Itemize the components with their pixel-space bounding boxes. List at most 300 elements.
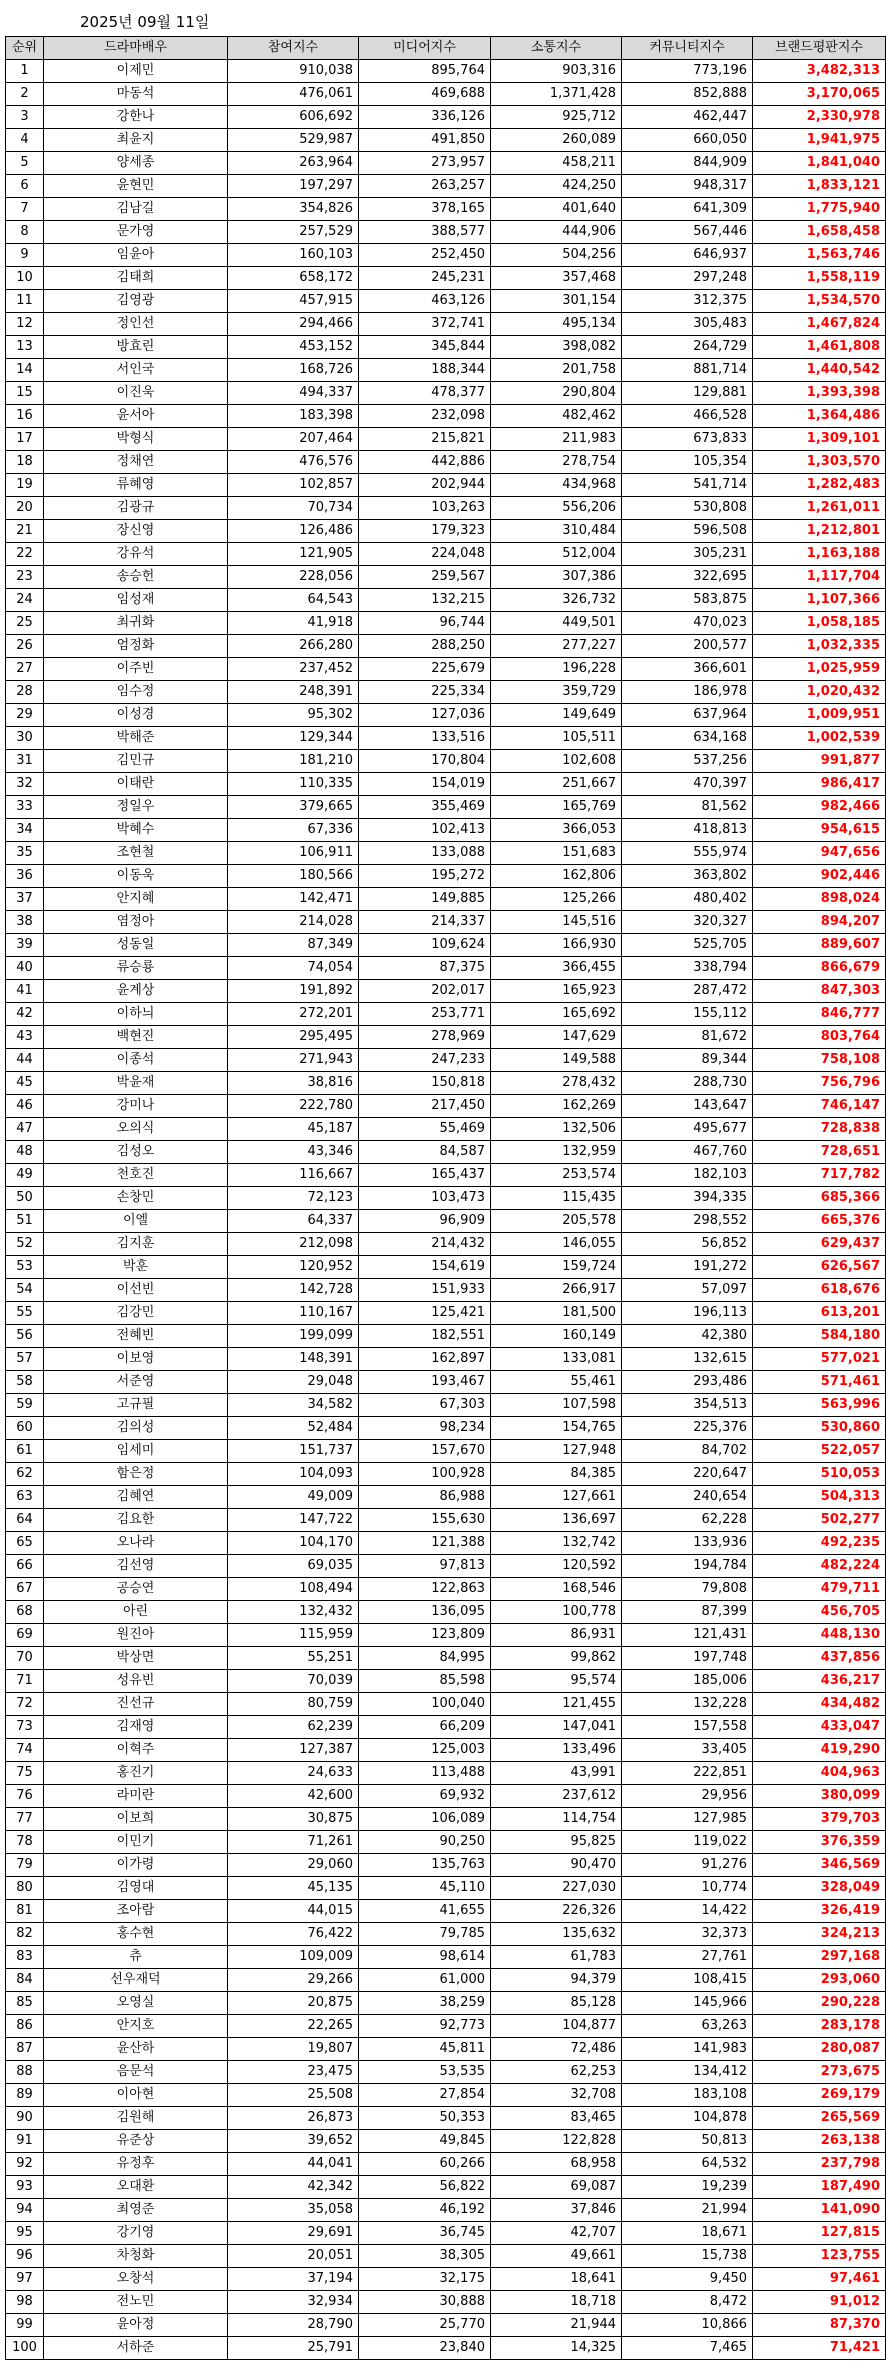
cell-rank: 67 — [6, 1578, 44, 1601]
cell-rank: 58 — [6, 1371, 44, 1394]
cell-media: 202,017 — [359, 980, 491, 1003]
cell-brand-index: 87,370 — [753, 2314, 886, 2337]
cell-actor: 윤현민 — [44, 175, 228, 198]
cell-brand-index: 1,058,185 — [753, 612, 886, 635]
cell-communication: 84,385 — [491, 1463, 622, 1486]
cell-actor: 이보희 — [44, 1808, 228, 1831]
cell-rank: 33 — [6, 796, 44, 819]
cell-actor: 류승룡 — [44, 957, 228, 980]
cell-community: 480,402 — [622, 888, 753, 911]
cell-brand-index: 1,107,366 — [753, 589, 886, 612]
cell-actor: 이혁주 — [44, 1739, 228, 1762]
cell-communication: 72,486 — [491, 2038, 622, 2061]
cell-actor: 박혜수 — [44, 819, 228, 842]
cell-participation: 207,464 — [228, 428, 359, 451]
cell-participation: 222,780 — [228, 1095, 359, 1118]
cell-participation: 26,873 — [228, 2107, 359, 2130]
cell-rank: 73 — [6, 1716, 44, 1739]
table-row — [6, 612, 886, 635]
table-row — [6, 589, 886, 612]
cell-rank: 47 — [6, 1118, 44, 1141]
cell-community: 634,168 — [622, 727, 753, 750]
cell-brand-index: 1,282,483 — [753, 474, 886, 497]
cell-community: 948,317 — [622, 175, 753, 198]
cell-rank: 77 — [6, 1808, 44, 1831]
cell-rank: 65 — [6, 1532, 44, 1555]
cell-community: 541,714 — [622, 474, 753, 497]
cell-participation: 257,529 — [228, 221, 359, 244]
cell-actor: 김영대 — [44, 1877, 228, 1900]
cell-rank: 12 — [6, 313, 44, 336]
cell-rank: 93 — [6, 2176, 44, 2199]
cell-media: 98,614 — [359, 1946, 491, 1969]
cell-actor: 양세종 — [44, 152, 228, 175]
cell-communication: 181,500 — [491, 1302, 622, 1325]
cell-communication: 237,612 — [491, 1785, 622, 1808]
cell-rank: 7 — [6, 198, 44, 221]
cell-communication: 61,783 — [491, 1946, 622, 1969]
cell-participation: 142,728 — [228, 1279, 359, 1302]
cell-media: 247,233 — [359, 1049, 491, 1072]
cell-rank: 62 — [6, 1463, 44, 1486]
table-row — [6, 451, 886, 474]
cell-rank: 94 — [6, 2199, 44, 2222]
cell-rank: 27 — [6, 658, 44, 681]
table-row — [6, 2314, 886, 2337]
cell-rank: 23 — [6, 566, 44, 589]
cell-brand-index: 618,676 — [753, 1279, 886, 1302]
cell-brand-index: 947,656 — [753, 842, 886, 865]
cell-brand-index: 346,569 — [753, 1854, 886, 1877]
cell-communication: 398,082 — [491, 336, 622, 359]
cell-community: 363,802 — [622, 865, 753, 888]
cell-media: 278,969 — [359, 1026, 491, 1049]
table-row — [6, 2268, 886, 2291]
cell-actor: 조아람 — [44, 1900, 228, 1923]
cell-communication: 162,806 — [491, 865, 622, 888]
cell-communication: 133,081 — [491, 1348, 622, 1371]
cell-actor: 아린 — [44, 1601, 228, 1624]
cell-brand-index: 866,679 — [753, 957, 886, 980]
cell-community: 297,248 — [622, 267, 753, 290]
cell-brand-index: 1,020,432 — [753, 681, 886, 704]
cell-participation: 74,054 — [228, 957, 359, 980]
table-row — [6, 704, 886, 727]
cell-brand-index: 1,032,335 — [753, 635, 886, 658]
table-row — [6, 2061, 886, 2084]
cell-rank: 25 — [6, 612, 44, 635]
cell-participation: 151,737 — [228, 1440, 359, 1463]
table-row — [6, 1946, 886, 1969]
cell-communication: 211,983 — [491, 428, 622, 451]
cell-media: 122,863 — [359, 1578, 491, 1601]
cell-community: 9,450 — [622, 2268, 753, 2291]
cell-actor: 이동욱 — [44, 865, 228, 888]
cell-participation: 102,857 — [228, 474, 359, 497]
cell-brand-index: 326,419 — [753, 1900, 886, 1923]
cell-rank: 11 — [6, 290, 44, 313]
cell-actor: 유정후 — [44, 2153, 228, 2176]
cell-actor: 라미란 — [44, 1785, 228, 1808]
cell-brand-index: 265,569 — [753, 2107, 886, 2130]
cell-community: 186,978 — [622, 681, 753, 704]
cell-actor: 박상면 — [44, 1647, 228, 1670]
table-row — [6, 750, 886, 773]
cell-brand-index: 577,021 — [753, 1348, 886, 1371]
cell-participation: 181,210 — [228, 750, 359, 773]
cell-participation: 379,665 — [228, 796, 359, 819]
cell-communication: 121,455 — [491, 1693, 622, 1716]
cell-communication: 226,326 — [491, 1900, 622, 1923]
cell-participation: 35,058 — [228, 2199, 359, 2222]
cell-participation: 71,261 — [228, 1831, 359, 1854]
cell-community: 555,974 — [622, 842, 753, 865]
cell-participation: 266,280 — [228, 635, 359, 658]
cell-participation: 44,041 — [228, 2153, 359, 2176]
cell-rank: 1 — [6, 60, 44, 83]
cell-communication: 120,592 — [491, 1555, 622, 1578]
cell-actor: 선우재덕 — [44, 1969, 228, 1992]
cell-actor: 임수정 — [44, 681, 228, 704]
header-rank: 순위 — [6, 37, 44, 60]
cell-community: 18,671 — [622, 2222, 753, 2245]
cell-actor: 염정아 — [44, 911, 228, 934]
cell-brand-index: 1,941,975 — [753, 129, 886, 152]
cell-community: 338,794 — [622, 957, 753, 980]
cell-community: 881,714 — [622, 359, 753, 382]
cell-community: 197,748 — [622, 1647, 753, 1670]
table-row — [6, 152, 886, 175]
cell-communication: 68,958 — [491, 2153, 622, 2176]
table-row — [6, 1601, 886, 1624]
cell-community: 21,994 — [622, 2199, 753, 2222]
cell-brand-index: 1,261,011 — [753, 497, 886, 520]
cell-community: 320,327 — [622, 911, 753, 934]
cell-media: 214,337 — [359, 911, 491, 934]
cell-media: 60,266 — [359, 2153, 491, 2176]
cell-community: 852,888 — [622, 83, 753, 106]
cell-communication: 357,468 — [491, 267, 622, 290]
cell-participation: 457,915 — [228, 290, 359, 313]
cell-communication: 903,316 — [491, 60, 622, 83]
cell-community: 10,774 — [622, 1877, 753, 1900]
date-label: 2025년 09월 11일 — [80, 13, 210, 31]
cell-media: 179,323 — [359, 520, 491, 543]
cell-community: 32,373 — [622, 1923, 753, 1946]
cell-participation: 109,009 — [228, 1946, 359, 1969]
cell-community: 79,808 — [622, 1578, 753, 1601]
cell-brand-index: 379,703 — [753, 1808, 886, 1831]
cell-community: 596,508 — [622, 520, 753, 543]
cell-brand-index: 376,359 — [753, 1831, 886, 1854]
cell-actor: 박윤재 — [44, 1072, 228, 1095]
cell-participation: 37,194 — [228, 2268, 359, 2291]
cell-community: 287,472 — [622, 980, 753, 1003]
cell-participation: 263,964 — [228, 152, 359, 175]
cell-brand-index: 626,567 — [753, 1256, 886, 1279]
cell-brand-index: 3,170,065 — [753, 83, 886, 106]
cell-rank: 88 — [6, 2061, 44, 2084]
table-row — [6, 658, 886, 681]
cell-communication: 43,991 — [491, 1762, 622, 1785]
cell-media: 263,257 — [359, 175, 491, 198]
table-row — [6, 2038, 886, 2061]
cell-community: 141,983 — [622, 2038, 753, 2061]
table-row — [6, 543, 886, 566]
cell-community: 121,431 — [622, 1624, 753, 1647]
cell-brand-index: 982,466 — [753, 796, 886, 819]
cell-actor: 김민규 — [44, 750, 228, 773]
cell-brand-index: 433,047 — [753, 1716, 886, 1739]
cell-actor: 이가령 — [44, 1854, 228, 1877]
cell-rank: 86 — [6, 2015, 44, 2038]
cell-community: 660,050 — [622, 129, 753, 152]
table-row — [6, 520, 886, 543]
cell-participation: 271,943 — [228, 1049, 359, 1072]
cell-communication: 359,729 — [491, 681, 622, 704]
cell-actor: 공승연 — [44, 1578, 228, 1601]
cell-communication: 125,266 — [491, 888, 622, 911]
cell-actor: 임세미 — [44, 1440, 228, 1463]
cell-brand-index: 1,833,121 — [753, 175, 886, 198]
cell-communication: 159,724 — [491, 1256, 622, 1279]
cell-rank: 84 — [6, 1969, 44, 1992]
table-row — [6, 635, 886, 658]
cell-community: 293,486 — [622, 1371, 753, 1394]
cell-actor: 윤서아 — [44, 405, 228, 428]
table-row — [6, 2153, 886, 2176]
cell-participation: 108,494 — [228, 1578, 359, 1601]
cell-participation: 910,038 — [228, 60, 359, 83]
cell-community: 108,415 — [622, 1969, 753, 1992]
table-row — [6, 2176, 886, 2199]
cell-community: 298,552 — [622, 1210, 753, 1233]
cell-participation: 20,875 — [228, 1992, 359, 2015]
cell-participation: 115,959 — [228, 1624, 359, 1647]
cell-media: 123,809 — [359, 1624, 491, 1647]
cell-rank: 69 — [6, 1624, 44, 1647]
cell-communication: 201,758 — [491, 359, 622, 382]
cell-communication: 127,661 — [491, 1486, 622, 1509]
cell-media: 41,655 — [359, 1900, 491, 1923]
table-row — [6, 405, 886, 428]
cell-community: 105,354 — [622, 451, 753, 474]
cell-brand-index: 1,563,746 — [753, 244, 886, 267]
cell-participation: 29,266 — [228, 1969, 359, 1992]
cell-media: 125,421 — [359, 1302, 491, 1325]
cell-brand-index: 728,651 — [753, 1141, 886, 1164]
cell-media: 170,804 — [359, 750, 491, 773]
cell-brand-index: 502,277 — [753, 1509, 886, 1532]
cell-media: 895,764 — [359, 60, 491, 83]
table-row — [6, 359, 886, 382]
table-row — [6, 1417, 886, 1440]
cell-communication: 154,765 — [491, 1417, 622, 1440]
table-row — [6, 1693, 886, 1716]
cell-brand-index: 3,482,313 — [753, 60, 886, 83]
cell-participation: 38,816 — [228, 1072, 359, 1095]
cell-community: 129,881 — [622, 382, 753, 405]
cell-community: 567,446 — [622, 221, 753, 244]
cell-community: 673,833 — [622, 428, 753, 451]
cell-communication: 90,470 — [491, 1854, 622, 1877]
cell-community: 394,335 — [622, 1187, 753, 1210]
table-row — [6, 1808, 886, 1831]
cell-communication: 290,804 — [491, 382, 622, 405]
cell-media: 23,840 — [359, 2337, 491, 2360]
cell-participation: 197,297 — [228, 175, 359, 198]
table-body — [6, 60, 886, 2360]
header-community: 커뮤니티지수 — [622, 37, 753, 60]
cell-participation: 127,387 — [228, 1739, 359, 1762]
cell-participation: 658,172 — [228, 267, 359, 290]
table-row — [6, 1670, 886, 1693]
cell-rank: 66 — [6, 1555, 44, 1578]
cell-media: 195,272 — [359, 865, 491, 888]
cell-brand-index: 71,421 — [753, 2337, 886, 2360]
cell-participation: 22,265 — [228, 2015, 359, 2038]
cell-participation: 25,508 — [228, 2084, 359, 2107]
table-row — [6, 566, 886, 589]
cell-community: 530,808 — [622, 497, 753, 520]
cell-communication: 42,707 — [491, 2222, 622, 2245]
cell-brand-index: 434,482 — [753, 1693, 886, 1716]
table-row — [6, 888, 886, 911]
cell-media: 155,630 — [359, 1509, 491, 1532]
cell-rank: 36 — [6, 865, 44, 888]
cell-participation: 39,652 — [228, 2130, 359, 2153]
cell-participation: 168,726 — [228, 359, 359, 382]
table-row — [6, 1877, 886, 1900]
cell-media: 45,811 — [359, 2038, 491, 2061]
cell-community: 133,936 — [622, 1532, 753, 1555]
cell-rank: 26 — [6, 635, 44, 658]
cell-brand-index: 629,437 — [753, 1233, 886, 1256]
cell-actor: 임윤아 — [44, 244, 228, 267]
cell-brand-index: 1,534,570 — [753, 290, 886, 313]
table-row — [6, 980, 886, 1003]
cell-media: 388,577 — [359, 221, 491, 244]
cell-communication: 147,629 — [491, 1026, 622, 1049]
cell-actor: 박훈 — [44, 1256, 228, 1279]
cell-media: 67,303 — [359, 1394, 491, 1417]
cell-communication: 132,506 — [491, 1118, 622, 1141]
cell-communication: 301,154 — [491, 290, 622, 313]
cell-brand-index: 530,860 — [753, 1417, 886, 1440]
cell-community: 641,309 — [622, 198, 753, 221]
cell-actor: 오의식 — [44, 1118, 228, 1141]
table-row — [6, 819, 886, 842]
cell-participation: 212,098 — [228, 1233, 359, 1256]
cell-rank: 29 — [6, 704, 44, 727]
table-row — [6, 1118, 886, 1141]
cell-rank: 8 — [6, 221, 44, 244]
cell-actor: 최영준 — [44, 2199, 228, 2222]
table-row — [6, 1785, 886, 1808]
cell-communication: 495,134 — [491, 313, 622, 336]
cell-participation: 110,335 — [228, 773, 359, 796]
cell-media: 103,263 — [359, 497, 491, 520]
header-participation: 참여지수 — [228, 37, 359, 60]
cell-actor: 안지혜 — [44, 888, 228, 911]
cell-brand-index: 717,782 — [753, 1164, 886, 1187]
cell-participation: 132,432 — [228, 1601, 359, 1624]
cell-brand-index: 448,130 — [753, 1624, 886, 1647]
cell-participation: 453,152 — [228, 336, 359, 359]
cell-rank: 76 — [6, 1785, 44, 1808]
cell-community: 132,615 — [622, 1348, 753, 1371]
cell-actor: 장신영 — [44, 520, 228, 543]
cell-participation: 191,892 — [228, 980, 359, 1003]
cell-participation: 44,015 — [228, 1900, 359, 1923]
cell-rank: 38 — [6, 911, 44, 934]
table-row — [6, 2130, 886, 2153]
cell-actor: 이아현 — [44, 2084, 228, 2107]
cell-brand-index: 1,364,486 — [753, 405, 886, 428]
table-row — [6, 336, 886, 359]
cell-media: 69,932 — [359, 1785, 491, 1808]
cell-media: 133,516 — [359, 727, 491, 750]
cell-rank: 39 — [6, 934, 44, 957]
cell-actor: 이엘 — [44, 1210, 228, 1233]
table-row — [6, 474, 886, 497]
cell-brand-index: 1,212,801 — [753, 520, 886, 543]
cell-media: 45,110 — [359, 1877, 491, 1900]
cell-community: 10,866 — [622, 2314, 753, 2337]
cell-community: 7,465 — [622, 2337, 753, 2360]
cell-media: 85,598 — [359, 1670, 491, 1693]
cell-community: 119,022 — [622, 1831, 753, 1854]
cell-community: 87,399 — [622, 1601, 753, 1624]
cell-rank: 45 — [6, 1072, 44, 1095]
cell-communication: 512,004 — [491, 543, 622, 566]
cell-media: 273,957 — [359, 152, 491, 175]
cell-brand-index: 269,179 — [753, 2084, 886, 2107]
cell-participation: 494,337 — [228, 382, 359, 405]
cell-actor: 윤산하 — [44, 2038, 228, 2061]
cell-media: 49,845 — [359, 2130, 491, 2153]
cell-communication: 482,462 — [491, 405, 622, 428]
cell-rank: 70 — [6, 1647, 44, 1670]
cell-community: 183,108 — [622, 2084, 753, 2107]
cell-rank: 22 — [6, 543, 44, 566]
cell-community: 467,760 — [622, 1141, 753, 1164]
table-row — [6, 1992, 886, 2015]
cell-brand-index: 456,705 — [753, 1601, 886, 1624]
cell-participation: 147,722 — [228, 1509, 359, 1532]
cell-participation: 180,566 — [228, 865, 359, 888]
cell-communication: 434,968 — [491, 474, 622, 497]
cell-brand-index: 728,838 — [753, 1118, 886, 1141]
cell-brand-index: 187,490 — [753, 2176, 886, 2199]
cell-community: 646,937 — [622, 244, 753, 267]
cell-communication: 133,496 — [491, 1739, 622, 1762]
cell-participation: 19,807 — [228, 2038, 359, 2061]
cell-media: 355,469 — [359, 796, 491, 819]
cell-communication: 146,055 — [491, 1233, 622, 1256]
cell-participation: 160,103 — [228, 244, 359, 267]
cell-actor: 이선빈 — [44, 1279, 228, 1302]
cell-community: 288,730 — [622, 1072, 753, 1095]
cell-community: 222,851 — [622, 1762, 753, 1785]
cell-actor: 이종석 — [44, 1049, 228, 1072]
cell-media: 32,175 — [359, 2268, 491, 2291]
cell-brand-index: 847,303 — [753, 980, 886, 1003]
table-row — [6, 1371, 886, 1394]
cell-brand-index: 846,777 — [753, 1003, 886, 1026]
cell-media: 253,771 — [359, 1003, 491, 1026]
cell-community: 145,966 — [622, 1992, 753, 2015]
